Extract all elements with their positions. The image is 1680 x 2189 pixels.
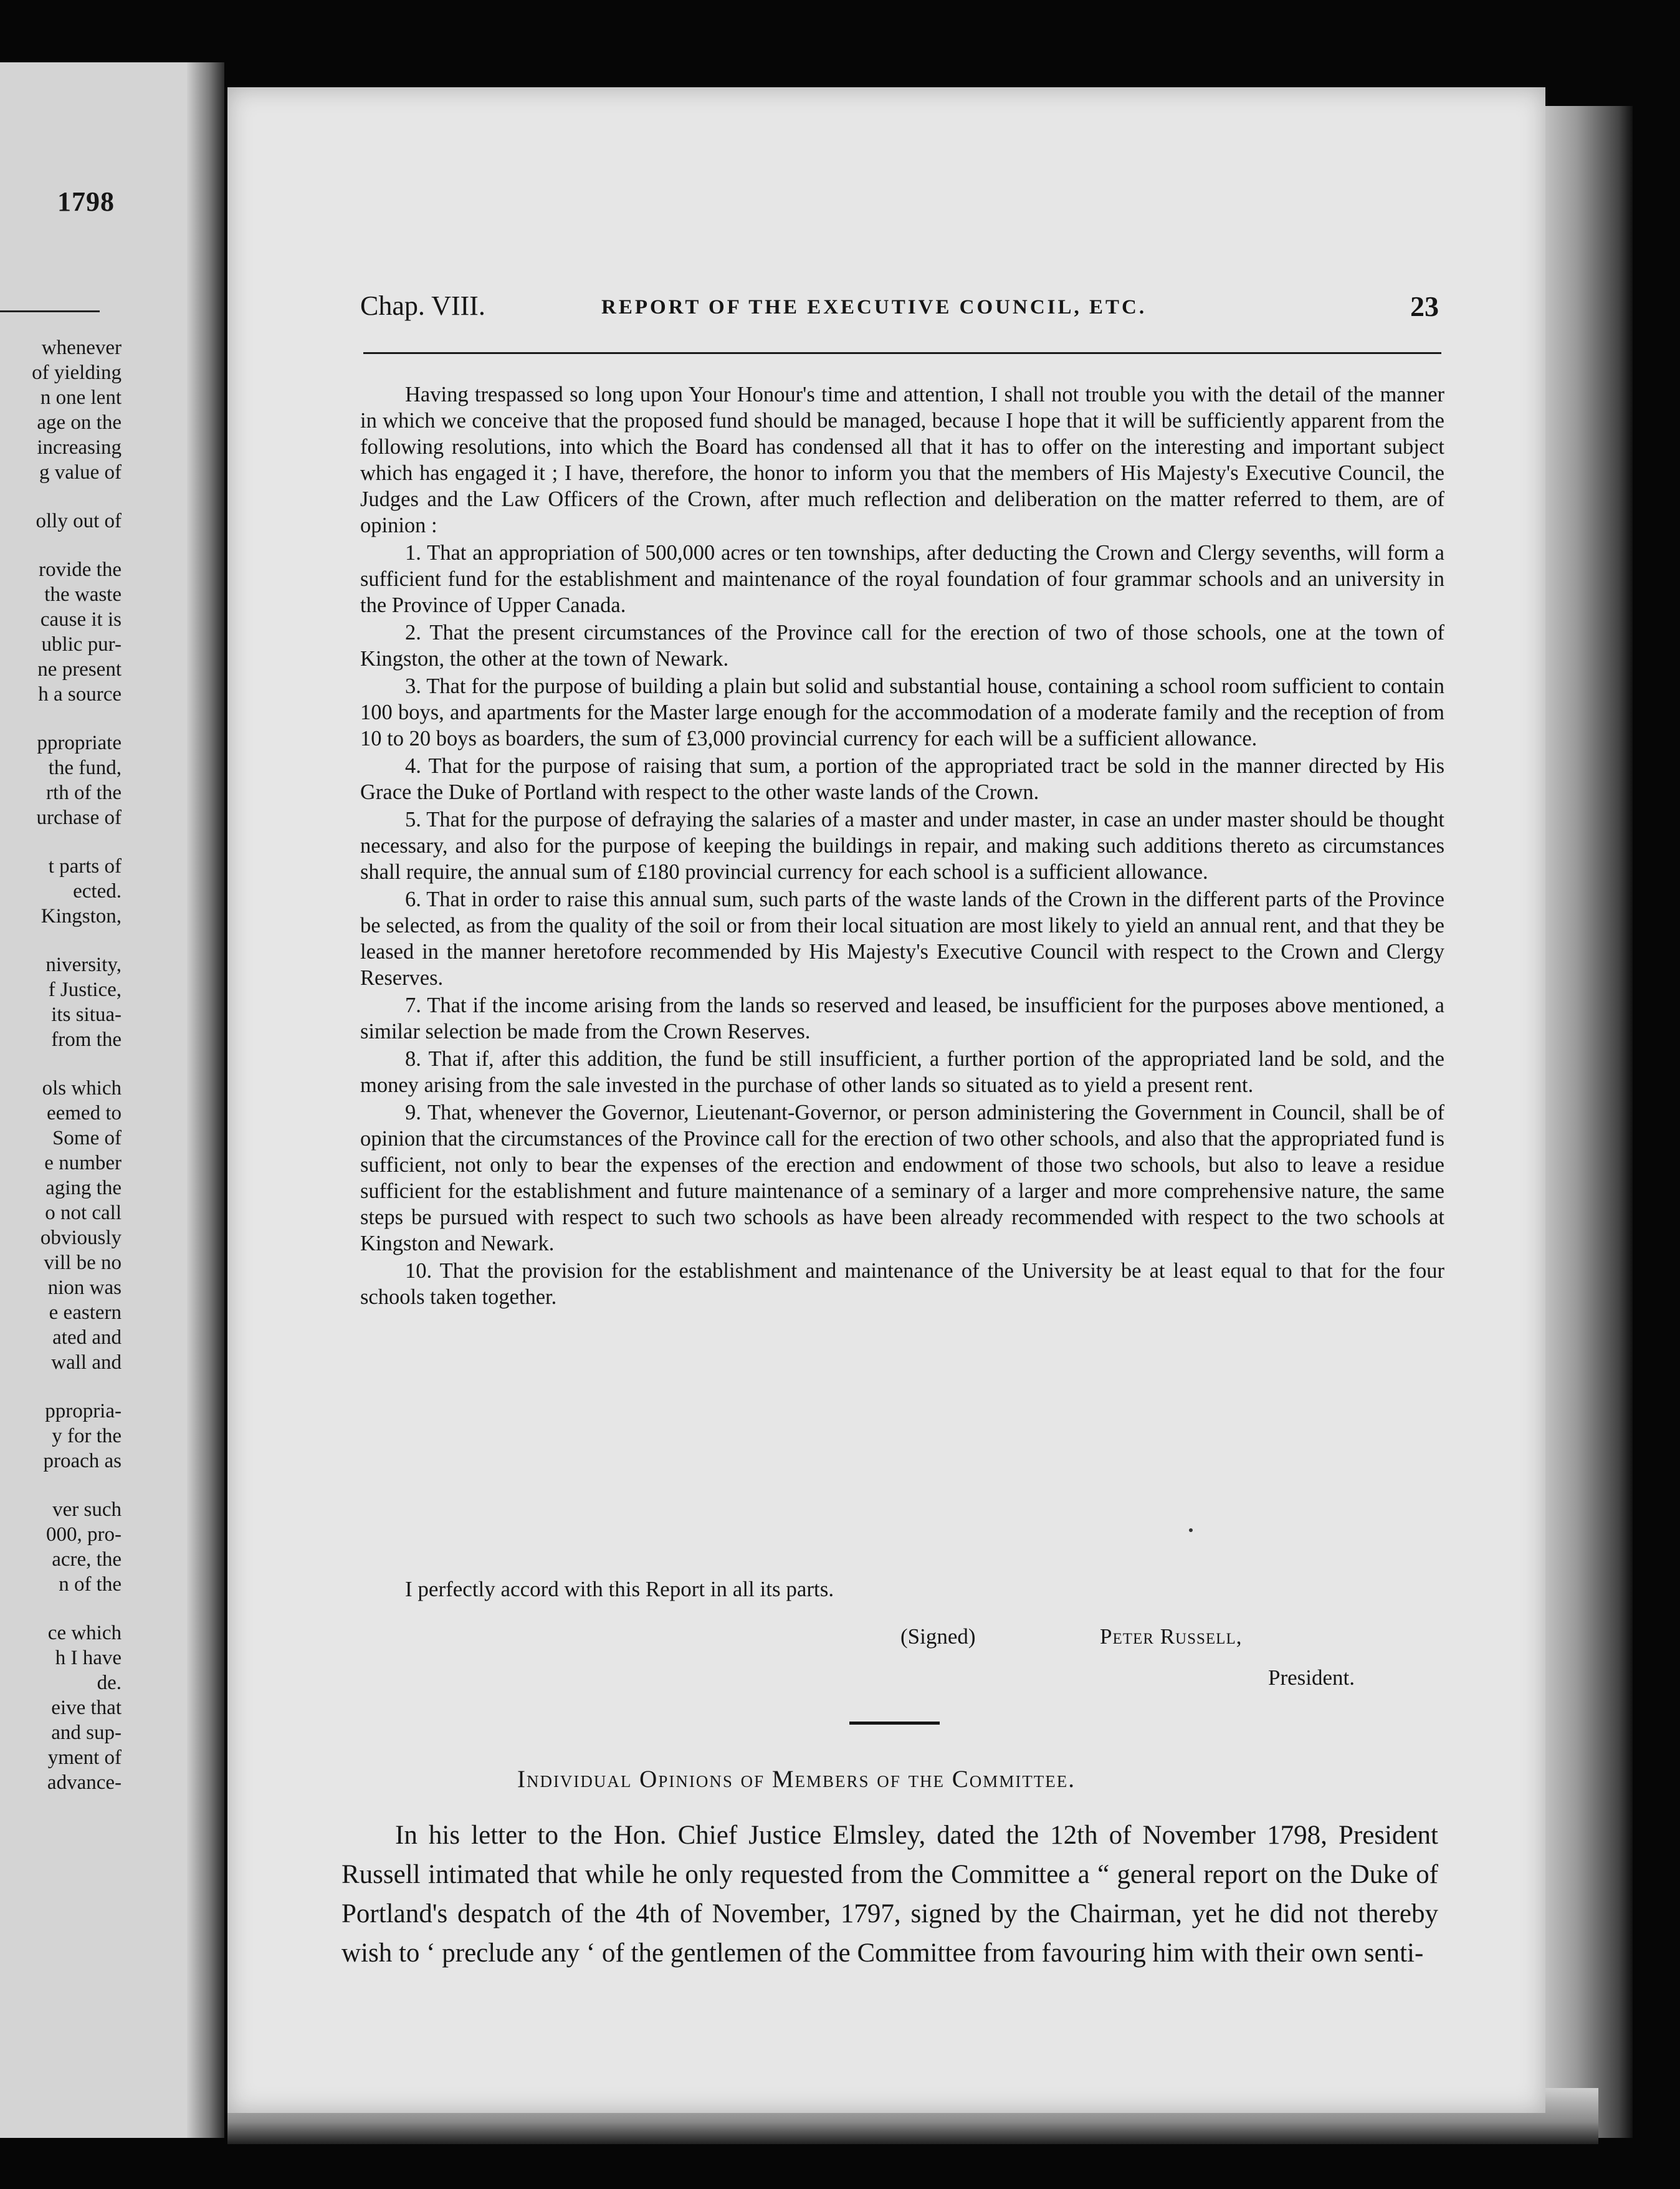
facing-page-line: age on the [37, 411, 122, 434]
book-gutter [187, 62, 224, 2138]
facing-page-line: 000, pro- [46, 1523, 122, 1546]
facing-page-line: rth of the [46, 782, 122, 804]
facing-page-line: from the [51, 1028, 122, 1051]
facing-page-line: olly out of [36, 510, 122, 532]
facing-page-line: Kingston, [41, 905, 122, 927]
signed-label: (Signed) [900, 1624, 976, 1649]
resolution-8: 8. That if, after this addition, the fund be still insufficient, a further portion of the appropriated land be sold, and the money arising from the sale invested in the purchase of other lands so situated as to yield a present rent. [360, 1047, 1444, 1097]
facing-page-line: ne present [37, 658, 122, 681]
facing-page [0, 62, 212, 2138]
facing-page-line: h I have [55, 1647, 122, 1669]
facing-page-line: e number [44, 1152, 122, 1174]
resolution-9: 9. That, whenever the Governor, Lieutenant-Governor, or person administering the Government in Council, shall be of opinion that the circumstances of the Province call for the erection of two other schools, and also that the appropriated fund is sufficient, not only to bear the expenses of the erection and endowment of those two schools, but also to leave a residue sufficient for the establishment and future maintenance of a seminary of a larger and more comprehensive nature, the same steps be pursued with respect to such two schools as have been already recommended with respect to the two schools at Kingston and Newark. [360, 1101, 1444, 1255]
signer-title: President. [1268, 1665, 1355, 1690]
facing-page-line: cause it is [40, 608, 122, 631]
facing-page-line: advance- [47, 1771, 122, 1794]
resolution-4: 4. That for the purpose of raising that sum, a portion of the appropriated tract be sold in the manner directed by His Grace the Duke of Portland with respect to the other waste lands of the Crown. [360, 754, 1444, 804]
facing-page-line: ce which [47, 1622, 122, 1644]
facing-page-line: o not call [45, 1202, 122, 1224]
facing-page-line: eive that [51, 1697, 122, 1719]
facing-page-line: yment of [47, 1746, 122, 1769]
facing-page-line: n of the [59, 1573, 122, 1596]
facing-page-line: the waste [44, 583, 122, 606]
header-rule [363, 352, 1441, 354]
facing-page-rule [0, 310, 100, 312]
report-body [360, 381, 1444, 1310]
facing-page-line: ols which [42, 1077, 122, 1099]
facing-page-line: ppropriate [37, 732, 122, 754]
facing-page-line: obviously [40, 1227, 122, 1249]
section-paragraph: In his letter to the Hon. Chief Justice Elmsley, dated the 12th of November 1798, President Russell intimated that while he only requested from the Committee a “ general report on the Duke of Portland's despatch of the 4th of November, 1797, signed by the Chairman, yet he did not thereby wish to ‘ preclude any ‘ of the gentlemen of the Committee from favouring him with their own senti- [341, 1821, 1438, 1968]
facing-page-line: y for the [52, 1425, 122, 1447]
facing-page-line: niversity, [45, 954, 122, 976]
facing-page-line: t parts of [48, 855, 122, 878]
section-body [341, 1816, 1438, 1973]
facing-page-line: h a source [38, 683, 122, 706]
running-title: REPORT OF THE EXECUTIVE COUNCIL, ETC. [601, 296, 1147, 319]
facing-page-line: ver such [52, 1498, 122, 1521]
facing-page-line: of yielding [32, 362, 122, 384]
facing-page-number: 1798 [57, 186, 115, 217]
resolution-1: 1. That an appropriation of 500,000 acres or ten townships, after deducting the Crown and Clergy sevenths, will form a sufficient fund for the establishment and maintenance of the royal foundation of four grammar schools and an university in the Province of Upper Canada. [360, 541, 1444, 617]
intro-paragraph: Having trespassed so long upon Your Honour's time and attention, I shall not trouble you with the detail of the manner in which we conceive that the proposed fund should be managed, because I hope that it will be sufficiently apparent from the following resolutions, into which the Board has condensed all that it has to offer on the interesting and important subject which has engaged it ; I have, therefore, the honor to inform you that the members of His Majesty's Executive Council, the Judges and the Law Officers of the Crown, after much reflection and deliberation on the matter referred to them, are of opinion : [360, 383, 1444, 537]
facing-page-line: ated and [52, 1326, 122, 1349]
facing-page-line: the fund, [48, 757, 122, 779]
resolution-6: 6. That in order to raise this annual sum, such parts of the waste lands of the Crown in the different parts of the Province be selected, as from the quality of the soil or from their local situation are most likely to yield an annual rent, and that they be leased in the manner heretofore recommended by His Majesty's Executive Council with respect to the Crown and Clergy Reserves. [360, 888, 1444, 990]
facing-page-line: increasing [37, 436, 122, 459]
facing-page-line: n one lent [40, 386, 122, 409]
accord-statement: I perfectly accord with this Report in all its parts. [405, 1577, 834, 1601]
page-header [227, 290, 1545, 327]
facing-page-line: rovide the [39, 558, 122, 581]
page-edge-shadow [1539, 106, 1633, 2138]
document-page [227, 87, 1545, 2113]
resolution-2: 2. That the present circumstances of the Province call for the erection of two of those schools, one at the town of Kingston, the other at the town of Newark. [360, 621, 1444, 671]
resolution-10: 10. That the provision for the establishment and maintenance of the University be at least equal to that for the four schools taken together. [360, 1259, 1444, 1309]
facing-page-line: ppropria- [45, 1400, 122, 1422]
facing-page-line: aging the [45, 1177, 122, 1199]
facing-page-line: and sup- [51, 1722, 122, 1744]
resolution-7: 7. That if the income arising from the lands so reserved and leased, be insufficient for the purposes above mentioned, a similar selection be made from the Crown Reserves. [360, 994, 1444, 1043]
signer-name: Peter Russell, [1100, 1624, 1243, 1649]
facing-page-line: ected. [73, 880, 122, 903]
section-heading: Individual Opinions of Members of the Committee. [517, 1766, 1076, 1793]
facing-page-line: g value of [39, 461, 122, 484]
facing-page-line: f Justice, [48, 979, 122, 1001]
facing-page-line: urchase of [36, 807, 122, 829]
facing-page-line: nion was [47, 1277, 122, 1299]
facing-page-line: its situa- [51, 1003, 122, 1026]
resolution-3: 3. That for the purpose of building a plain but solid and substantial house, containing a school room sufficient to contain 100 boys, and apartments for the Master large enough for the accommodation of a moderate family and the reception of from 10 to 20 boys as boarders, the sum of £3,000 provincial currency for each will be a sufficient allowance. [360, 674, 1444, 750]
facing-page-line: eemed to [46, 1102, 122, 1124]
section-divider [849, 1722, 940, 1725]
facing-page-line: whenever [41, 337, 122, 359]
facing-page-line: de. [97, 1672, 122, 1694]
print-speck [1189, 1528, 1193, 1532]
facing-page-line: wall and [51, 1351, 122, 1374]
facing-page-line: proach as [43, 1450, 122, 1472]
facing-page-line: vill be no [44, 1252, 122, 1274]
chapter-label: Chap. VIII. [360, 290, 485, 321]
facing-page-line: acre, the [52, 1548, 122, 1571]
facing-page-line: e eastern [49, 1301, 122, 1324]
resolution-5: 5. That for the purpose of defraying the salaries of a master and under master, in case an under master should be thought necessary, and also for the purpose of keeping the buildings in repair, and making such additions thereto as circumstances shall require, the annual sum of £180 provincial currency for each school is a sufficient allowance. [360, 808, 1444, 884]
facing-page-line: Some of [52, 1127, 122, 1149]
page-number: 23 [1410, 290, 1439, 322]
facing-page-line: ublic pur- [41, 633, 122, 656]
